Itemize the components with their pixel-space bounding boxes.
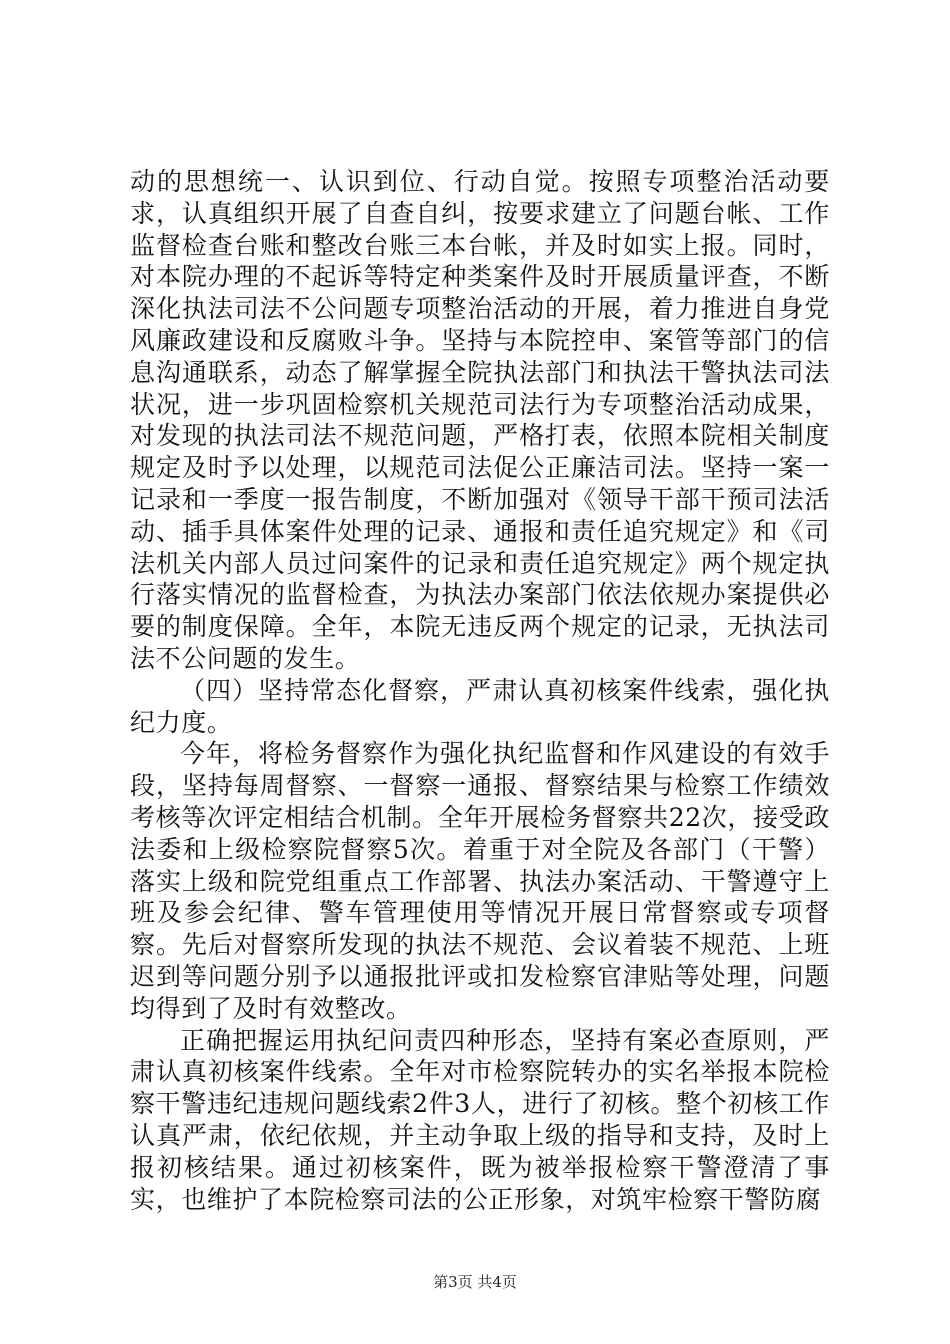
page-footer: 第3页 共4页: [433, 1273, 517, 1291]
paragraph-continuation: 动的思想统一、认识到位、行动自觉。按照专项整治活动要求，认真组织开展了自查自纠，按要求建立了问题台帐、工作监督检查台账和整改台账三本台帐，并及时如实上报。同时，对本院办理的不起诉等特定种类案件及时开展质量评查，不断深化执法司法不公问题专项整治活动的开展，着力推进自身党风廉政建设和反腐败斗争。坚持与本院控申、案管等部门的信息沟通联系，动态了解掌握全院执法部门和执法干警执法司法状况，进一步巩固检察机关规范司法行为专项整治活动成果，对发现的执法司法不规范问题，严格打表，依照本院相关制度规定及时予以处理，以规范司法促公正廉洁司法。坚持一案一记录和一季度一报告制度，不断加强对《领导干部干预司法活动、插手具体案件处理的记录、通报和责任追究规定》和《司法机关内部人员过问案件的记录和责任追究规定》两个规定执行落实情况的监督检查，为执法办案部门依法依规办案提供必要的制度保障。全年，本院无违反两个规定的记录，无执法司法不公问题的发生。: [130, 167, 830, 673]
paragraph-case-review: 正确把握运用执纪问责四种形态，坚持有案必查原则，严肃认真初核案件线索。全年对市检察院转办的实名举报本院检察干警违纪违规问题线索2件3人，进行了初核。整个初核工作认真严肃，依纪依规，并主动争取上级的指导和支持，及时上报初核结果。通过初核案件，既为被举报检察干警澄清了事实，也维护了本院检察司法的公正形象，对筑牢检察干警防腐: [130, 1025, 830, 1214]
section-heading: （四）坚持常态化督察，严肃认真初核案件线索，强化执纪力度。: [130, 675, 830, 737]
document-body: [130, 166, 830, 1215]
paragraph-inspection: 今年，将检务督察作为强化执纪监督和作风建设的有效手段，坚持每周督察、一督察一通报、督察结果与检察工作绩效考核等次评定相结合机制。全年开展检务督察共22次，接受政法委和上级检察院督察5次。着重于对全院及各部门（干警）落实上级和院党组重点工作部署、执法办案活动、干警遵守上班及参会纪律、警车管理使用等情况开展日常督察或专项督察。先后对督察所发现的执法不规范、会议着装不规范、上班迟到等问题分别予以通报批评或扣发检察官津贴等处理，问题均得到了及时有效整改。: [130, 739, 830, 1023]
